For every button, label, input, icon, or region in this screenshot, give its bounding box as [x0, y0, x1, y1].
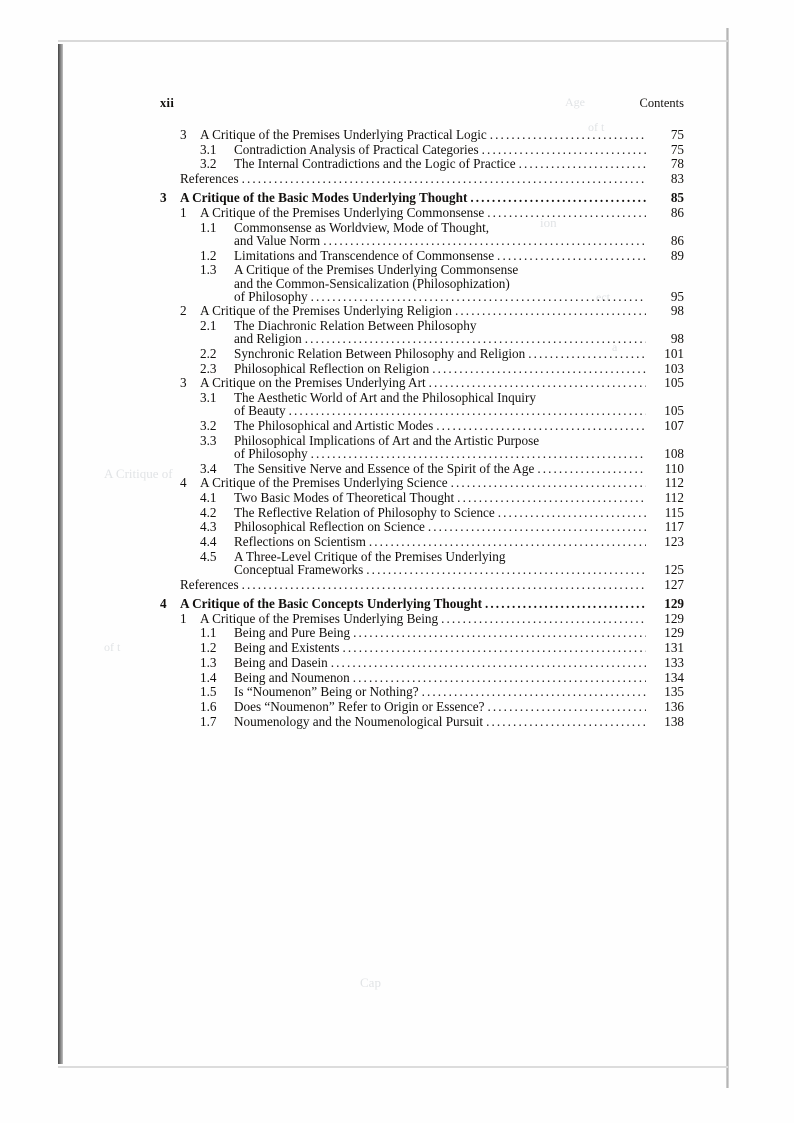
toc-leader-dots: [366, 563, 646, 576]
toc-entry-body: [180, 578, 684, 591]
toc-entry-title-text: A Critique of the Basic Concepts Underlying Thought: [180, 596, 482, 611]
toc-entry-title-line: [234, 685, 684, 698]
toc-entry-page-number: 86: [670, 232, 684, 248]
toc-entry-number: 3.2: [200, 418, 217, 434]
toc-entry-body: [234, 671, 684, 684]
toc-entry-title-line: [234, 447, 684, 460]
toc-entry-title-text: References: [180, 171, 239, 187]
toc-entry-page-number: 103: [664, 360, 684, 376]
toc-leader-dots: [305, 332, 646, 345]
toc-entry-title-text: Being and Noumenon: [234, 669, 350, 685]
toc-entry[interactable]: [160, 700, 684, 713]
toc-entry[interactable]: [160, 491, 684, 504]
toc-entry-title-continuation: [234, 391, 684, 404]
toc-entry-title-text: A Critique of the Premises Underlying Practical Logic: [200, 127, 487, 142]
toc-entry-title-text: of Philosophy: [234, 288, 308, 304]
toc-leader-dots: [470, 191, 646, 204]
toc-entry-body: [234, 221, 684, 247]
toc-entry-body: [234, 347, 684, 360]
toc-entry-page-number: 129: [664, 625, 684, 641]
toc-entry-page-number: 101: [664, 346, 684, 362]
toc-entry[interactable]: [160, 304, 684, 317]
toc-entry-title-line: [234, 715, 684, 728]
toc-entry-title-line: [180, 172, 684, 185]
toc-entry-page-number: 127: [664, 576, 684, 592]
toc-entry-number: 3: [180, 127, 187, 142]
toc-leader-dots: [369, 535, 646, 548]
toc-entry-body: [234, 520, 684, 533]
toc-leader-dots: [331, 656, 646, 669]
toc-entry-page-number: 134: [664, 669, 684, 685]
toc-entry[interactable]: [160, 376, 684, 389]
toc-entry-title-line: [234, 234, 684, 247]
toc-leader-dots: [432, 362, 646, 375]
toc-entry[interactable]: [160, 221, 684, 247]
toc-entry-title-text: A Critique on the Premises Underlying Art: [200, 375, 426, 391]
toc-entry-title-text: The Reflective Relation of Philosophy to Science: [234, 504, 495, 520]
toc-entry[interactable]: [160, 434, 684, 460]
toc-entry-title-text: Limitations and Transcendence of Commonsense: [234, 247, 495, 263]
toc-entry-body: [234, 685, 684, 698]
toc-entry-number: 4.3: [200, 519, 217, 535]
toc-entry-page-number: 75: [670, 141, 684, 157]
toc-leader-dots: [242, 578, 646, 591]
toc-entry-title-text: Commonsense as Worldview, Mode of Thought,: [234, 219, 490, 235]
toc-entry-number: 2.3: [200, 360, 217, 376]
toc-leader-dots: [487, 206, 646, 219]
toc-leader-dots: [422, 685, 646, 698]
toc-entry-title-text: of Philosophy: [234, 445, 308, 461]
toc-entry[interactable]: [160, 476, 684, 489]
toc-entry-title-line: [234, 626, 684, 639]
toc-entry-page-number: 105: [664, 403, 684, 419]
toc-entry-title-text: Being and Pure Being: [234, 625, 351, 641]
toc-entry-title-line: [234, 347, 684, 360]
show-through-text: of t: [588, 120, 605, 134]
toc-entry[interactable]: [160, 347, 684, 360]
toc-entry-title-continuation: [234, 221, 684, 234]
toc-entry-page-number: 138: [664, 713, 684, 729]
toc-entry-title-line: [234, 656, 684, 669]
toc-entry-body: [234, 462, 684, 475]
toc-entry-body: [234, 362, 684, 375]
toc-entry[interactable]: [160, 626, 684, 639]
show-through-text: Age: [565, 95, 585, 109]
running-head: Contents: [639, 96, 684, 110]
toc-leader-dots: [528, 347, 646, 360]
toc-entry-title-text: Philosophical Reflection on Science: [234, 519, 425, 535]
toc-entry-body: [200, 304, 684, 317]
page-folio: xii: [160, 96, 175, 110]
toc-entry-body: [200, 376, 684, 389]
toc-entry[interactable]: [160, 685, 684, 698]
toc-entry-title-line: [200, 476, 684, 489]
toc-entry-title-line: [234, 700, 684, 713]
toc-leader-dots: [311, 447, 646, 460]
toc-entry[interactable]: [160, 578, 684, 591]
toc-entry[interactable]: [160, 362, 684, 375]
toc-entry-title-text: Is “Noumenon” Being or Nothing?: [234, 684, 419, 700]
toc-entry-number: 4.2: [200, 504, 217, 520]
toc-entry-page-number: 129: [664, 596, 684, 611]
toc-entry-title-line: [234, 404, 684, 417]
toc-entry-title-line: [234, 249, 684, 262]
toc-entry-page-number: 95: [670, 288, 684, 304]
toc-entry[interactable]: [160, 263, 684, 303]
toc-entry-body: [234, 656, 684, 669]
toc-entry-number: 3: [180, 375, 187, 391]
toc-entry-number: 4.5: [200, 548, 217, 564]
toc-entry-page-number: 85: [670, 190, 684, 206]
toc-leader-dots: [353, 626, 646, 639]
toc-entry[interactable]: [160, 206, 684, 219]
toc-entry-page-number: 115: [664, 504, 684, 520]
toc-entry[interactable]: [160, 462, 684, 475]
toc-entry-body: [234, 535, 684, 548]
toc-entry[interactable]: [160, 172, 684, 185]
toc-entry-number: 1.3: [200, 262, 217, 278]
toc-entry-number: 3.2: [200, 156, 217, 172]
toc-leader-dots: [498, 506, 646, 519]
toc-entry[interactable]: [160, 157, 684, 170]
toc-entry-number: 1.2: [200, 640, 217, 656]
toc-entry-page-number: 89: [670, 247, 684, 263]
toc-entry-title-line: [180, 597, 684, 610]
toc-entry-body: [234, 626, 684, 639]
toc-entry-title-text: Two Basic Modes of Theoretical Thought: [234, 490, 455, 506]
toc-entry-title-line: [234, 332, 684, 345]
toc-entry-body: [234, 157, 684, 170]
toc-entry-number: 3.3: [200, 432, 217, 448]
toc-entry-title-line: [234, 506, 684, 519]
toc-leader-dots: [486, 715, 646, 728]
toc-leader-dots: [537, 462, 646, 475]
toc-entry-page-number: 136: [664, 698, 684, 714]
toc-leader-dots: [289, 404, 646, 417]
toc-entry-number: 1.1: [200, 625, 217, 641]
toc-leader-dots: [451, 476, 646, 489]
toc-entry-title-line: [200, 612, 684, 625]
toc-entry-body: [200, 206, 684, 219]
toc-entry[interactable]: [160, 671, 684, 684]
toc-entry-number: 4: [180, 475, 187, 491]
toc-entry-number: 1.3: [200, 654, 217, 670]
toc-leader-dots: [343, 641, 647, 654]
toc-entry-page-number: 131: [664, 640, 684, 656]
toc-entry-title-text: The Philosophical and Artistic Modes: [234, 418, 434, 434]
toc-entry-title-line: [200, 304, 684, 317]
toc-entry-title-text: A Critique of the Premises Underlying Commonsense: [200, 205, 485, 221]
toc-leader-dots: [242, 172, 646, 185]
toc-entry-page-number: 110: [664, 460, 684, 476]
toc-entry-body: [234, 641, 684, 654]
toc-entry-title-text: and the Common-Sensicalization (Philosophization): [234, 275, 510, 291]
toc-entry-title-line: [234, 491, 684, 504]
show-through-text: A Critique of: [104, 466, 173, 481]
toc-entry-body: [234, 491, 684, 504]
toc-entry-body: [234, 249, 684, 262]
toc-entry-number: 2.2: [200, 346, 217, 362]
toc-entry[interactable]: [160, 535, 684, 548]
toc-entry-title-text: Being and Existents: [234, 640, 340, 656]
toc-entry[interactable]: [160, 656, 684, 669]
toc-entry-title-text: A Critique of the Premises Underlying Religion: [200, 303, 452, 319]
toc-entry[interactable]: [160, 520, 684, 533]
toc-entry-body: [234, 550, 684, 576]
toc-entry-body: [200, 128, 684, 141]
toc-leader-dots: [457, 491, 646, 504]
toc-entry-title-text: of Beauty: [234, 403, 286, 419]
toc-leader-dots: [482, 143, 646, 156]
toc-entry-title-text: Noumenology and the Noumenological Pursuit: [234, 713, 484, 729]
toc-leader-dots: [519, 157, 646, 170]
toc-leader-dots: [311, 290, 646, 303]
toc-entry-body: [180, 597, 684, 610]
toc-entry-body: [234, 319, 684, 345]
toc-entry-body: [200, 612, 684, 625]
toc-entry-page-number: 135: [664, 684, 684, 700]
toc-entry-page-number: 98: [670, 303, 684, 319]
toc-entry-number: 1.2: [200, 247, 217, 263]
toc-entry[interactable]: [160, 249, 684, 262]
toc-entry-page-number: 117: [664, 519, 684, 535]
toc-entry-body: [234, 506, 684, 519]
toc-entry-title-continuation: [234, 434, 684, 447]
toc-entry[interactable]: [160, 597, 684, 610]
toc-leader-dots: [428, 520, 646, 533]
toc-entry-title-line: [180, 578, 684, 591]
toc-entry-body: [234, 715, 684, 728]
toc-entry-title-text: A Critique of the Premises Underlying Science: [200, 475, 448, 491]
toc-leader-dots: [436, 419, 646, 432]
toc-entry-title-text: The Sensitive Nerve and Essence of the Spirit of the Age: [234, 460, 535, 476]
toc-entry-page-number: 105: [664, 375, 684, 391]
toc-entry-title-continuation: [234, 263, 684, 276]
toc-entry-page-number: 83: [670, 171, 684, 187]
toc-entry-title-line: [200, 376, 684, 389]
toc-entry-number: 1: [180, 610, 187, 626]
toc-entry-title-text: Does “Noumenon” Refer to Origin or Essence?: [234, 698, 485, 714]
toc-entry-page-number: 98: [670, 331, 684, 347]
toc-entry-title-line: [234, 641, 684, 654]
toc-entry-title-text: A Three-Level Critique of the Premises Underlying: [234, 548, 506, 564]
toc-entry-body: [234, 419, 684, 432]
toc-entry-number: 1.6: [200, 698, 217, 714]
toc-entry-page-number: 107: [664, 418, 684, 434]
toc-entry-title-text: and Value Norm: [234, 232, 321, 248]
toc-entry-body: [234, 700, 684, 713]
toc-entry[interactable]: [160, 715, 684, 728]
show-through-text: ect: [596, 290, 610, 304]
toc-entry-number: 4.1: [200, 490, 217, 506]
toc-entry-body: [200, 476, 684, 489]
toc-entry-title-line: [234, 143, 684, 156]
toc-entry-page-number: 133: [664, 654, 684, 670]
toc-entry-title-line: [234, 290, 684, 303]
toc-entry-title-line: [200, 128, 684, 141]
toc-entry-number: 1.1: [200, 219, 217, 235]
toc-entry-number: 3.4: [200, 460, 217, 476]
toc-leader-dots: [429, 376, 646, 389]
toc-entry-body: [234, 143, 684, 156]
toc-leader-dots: [485, 597, 646, 610]
toc-entry[interactable]: [160, 641, 684, 654]
toc-entry-title-text: Contradiction Analysis of Practical Categories: [234, 141, 479, 157]
toc-entry-number: 4.4: [200, 534, 217, 550]
toc-entry-title-line: [234, 563, 684, 576]
toc-entry-title-line: [234, 157, 684, 170]
toc-entry-page-number: 123: [664, 534, 684, 550]
toc-entry-number: 3.1: [200, 390, 217, 406]
toc-entry-title-line: [200, 206, 684, 219]
toc-entry-title-text: Reflections on Scientism: [234, 534, 366, 550]
toc-leader-dots: [323, 234, 646, 247]
toc-entry-title-continuation: [234, 277, 684, 290]
toc-entry-number: 3.1: [200, 141, 217, 157]
toc-entry-title-line: [234, 671, 684, 684]
toc-entry-body: [234, 434, 684, 460]
toc-entry-body: [234, 263, 684, 303]
toc-entry-title-text: Synchronic Relation Between Philosophy and Religion: [234, 346, 526, 362]
toc-entry[interactable]: [160, 191, 684, 204]
toc-entry-title-text: Conceptual Frameworks: [234, 562, 364, 578]
show-through-text: a: [612, 340, 618, 354]
toc-entry[interactable]: [160, 419, 684, 432]
toc-entry-number: 1.5: [200, 684, 217, 700]
toc-entry-title-line: [234, 362, 684, 375]
toc-entry-title-text: Being and Dasein: [234, 654, 328, 670]
toc-leader-dots: [455, 304, 646, 317]
toc-entry-number: 1.7: [200, 713, 217, 729]
toc-entry[interactable]: [160, 391, 684, 417]
toc-entry-title-line: [234, 462, 684, 475]
toc-entry[interactable]: [160, 506, 684, 519]
toc-leader-dots: [441, 612, 646, 625]
toc-entry-title-text: References: [180, 576, 239, 592]
toc-entry-title-text: The Aesthetic World of Art and the Philosophical Inquiry: [234, 390, 536, 406]
toc-leader-dots: [353, 671, 646, 684]
show-through-text: ion: [540, 215, 557, 230]
toc-entry-body: [180, 172, 684, 185]
toc-leader-dots: [497, 249, 646, 262]
toc-entry-body: [234, 391, 684, 417]
toc-entry-title-line: [234, 520, 684, 533]
table-of-contents: [160, 128, 684, 729]
toc-entry-title-text: Philosophical Reflection on Religion: [234, 360, 430, 376]
toc-entry-number: 2: [180, 303, 187, 319]
toc-entry-title-text: The Diachronic Relation Between Philosophy: [234, 318, 477, 334]
toc-entry-number: 4: [160, 596, 167, 611]
toc-entry-page-number: 125: [664, 562, 684, 578]
toc-entry[interactable]: [160, 128, 684, 141]
page-header: [160, 96, 684, 111]
toc-entry-number: 3: [160, 190, 167, 206]
toc-entry-page-number: 86: [670, 205, 684, 221]
toc-entry-title-text: A Critique of the Premises Underlying Commonsense: [234, 262, 519, 278]
toc-entry-page-number: 108: [664, 445, 684, 461]
toc-entry[interactable]: [160, 319, 684, 345]
toc-entry[interactable]: [160, 143, 684, 156]
toc-entry-page-number: 112: [664, 490, 684, 506]
toc-entry[interactable]: [160, 550, 684, 576]
toc-entry[interactable]: [160, 612, 684, 625]
toc-entry-number: 1.4: [200, 669, 217, 685]
toc-entry-title-text: The Internal Contradictions and the Logic of Practice: [234, 156, 516, 172]
toc-entry-title-line: [234, 535, 684, 548]
toc-entry-title-text: A Critique of the Premises Underlying Being: [200, 610, 439, 626]
toc-entry-number: 2.1: [200, 318, 217, 334]
toc-entry-number: 1: [180, 205, 187, 221]
toc-entry-page-number: 75: [670, 127, 684, 142]
toc-leader-dots: [490, 128, 646, 141]
toc-entry-body: [180, 191, 684, 204]
toc-entry-title-line: [180, 191, 684, 204]
toc-entry-title-text: and Religion: [234, 331, 302, 347]
toc-entry-page-number: 129: [664, 610, 684, 626]
toc-entry-title-text: A Critique of the Basic Modes Underlying Thought: [180, 190, 468, 206]
toc-entry-page-number: 112: [664, 475, 684, 491]
toc-entry-title-line: [234, 419, 684, 432]
toc-entry-page-number: 78: [670, 156, 684, 172]
show-through-text: of t: [104, 640, 121, 654]
toc-entry-title-text: Philosophical Implications of Art and the Artistic Purpose: [234, 432, 540, 448]
show-through-text: Cap: [360, 975, 381, 990]
toc-leader-dots: [487, 700, 646, 713]
